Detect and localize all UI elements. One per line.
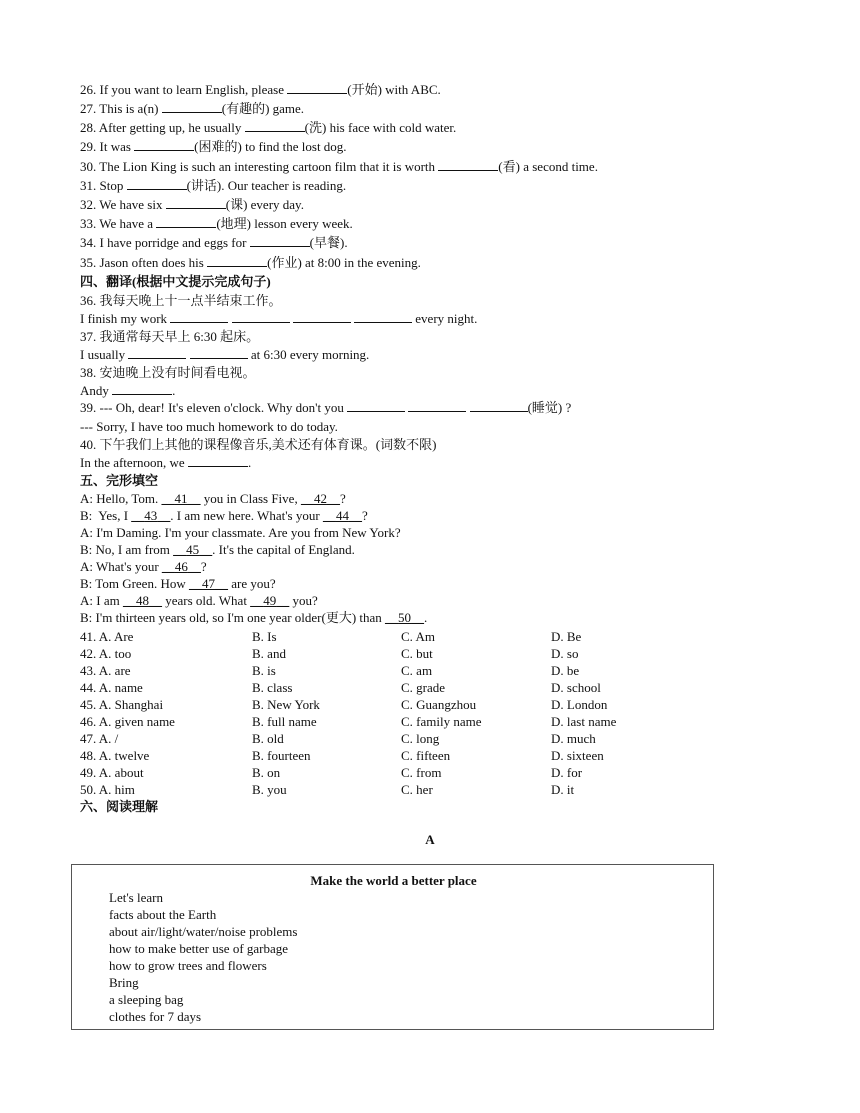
option-44-d: D. school	[551, 680, 601, 695]
dialog-line-4: B: No, I am from __45__. It's the capital of England.	[80, 542, 355, 557]
dialog-line-2: B: Yes, I __43__. I am new here. What's your __44__?	[80, 508, 368, 523]
passage-box-line: a sleeping bag	[109, 992, 184, 1007]
passage-box-line: Bring	[109, 975, 139, 990]
question-37-answer: I usually at 6:30 every morning.	[80, 347, 370, 362]
passage-box-line: how to grow trees and flowers	[109, 958, 267, 973]
dialog-line-3: A: I'm Daming. I'm your classmate. Are you from New York?	[80, 525, 401, 540]
question-26: 26. If you want to learn English, please (开始) with ABC.	[80, 82, 441, 97]
option-43-b: B. is	[252, 663, 276, 678]
question-36-chinese: 36. 我每天晚上十一点半结束工作。	[80, 293, 282, 308]
option-42-d: D. so	[551, 646, 579, 661]
passage-box-line: how to make better use of garbage	[109, 941, 289, 956]
question-37-chinese: 37. 我通常每天早上 6:30 起床。	[80, 329, 260, 344]
passage-box	[71, 864, 714, 1030]
question-35: 35. Jason often does his (作业) at 8:00 in the evening.	[80, 255, 421, 270]
passage-box-line: facts about the Earth	[109, 907, 217, 922]
dialog-line-1: A: Hello, Tom. __41__ you in Class Five, __42__?	[80, 491, 346, 506]
question-38-chinese: 38. 安迪晚上没有时间看电视。	[80, 365, 256, 380]
option-50-d: D. it	[551, 782, 575, 797]
question-39-reply: --- Sorry, I have too much homework to do today.	[80, 419, 338, 434]
option-45-c: C. Guangzhou	[401, 697, 477, 712]
option-43-a: 43. A. are	[80, 663, 131, 678]
dialog-line-8: B: I'm thirteen years old, so I'm one year older(更大) than __50__.	[80, 610, 428, 625]
question-30: 30. The Lion King is such an interesting cartoon film that it is worth (看) a second time.	[80, 159, 598, 174]
question-33: 33. We have a (地理) lesson every week.	[80, 216, 353, 231]
option-43-d: D. be	[551, 663, 580, 678]
passage-box-line: about air/light/water/noise problems	[109, 924, 298, 939]
option-43-c: C. am	[401, 663, 433, 678]
passage-label: A	[425, 832, 435, 847]
option-50-a: 50. A. him	[80, 782, 135, 797]
option-45-a: 45. A. Shanghai	[80, 697, 164, 712]
option-47-b: B. old	[252, 731, 284, 746]
option-44-c: C. grade	[401, 680, 446, 695]
question-36-answer: I finish my work every night.	[80, 311, 478, 326]
option-41-b: B. Is	[252, 629, 277, 644]
question-39: 39. --- Oh, dear! It's eleven o'clock. Why don't you (睡觉) ?	[80, 400, 572, 415]
dialog-line-6: B: Tom Green. How __47__ are you?	[80, 576, 276, 591]
option-47-a: 47. A. /	[80, 731, 119, 746]
option-45-b: B. New York	[252, 697, 320, 712]
option-41-d: D. Be	[551, 629, 582, 644]
option-46-d: D. last name	[551, 714, 617, 729]
option-46-c: C. family name	[401, 714, 482, 729]
passage-box-title: Make the world a better place	[310, 873, 477, 888]
option-49-a: 49. A. about	[80, 765, 144, 780]
option-49-d: D. for	[551, 765, 583, 780]
question-27: 27. This is a(n) (有趣的) game.	[80, 101, 305, 116]
option-48-c: C. fifteen	[401, 748, 451, 763]
option-44-a: 44. A. name	[80, 680, 143, 695]
passage-box-line: clothes for 7 days	[109, 1009, 202, 1024]
option-48-d: D. sixteen	[551, 748, 604, 763]
option-50-c: C. her	[401, 782, 433, 797]
option-49-c: C. from	[401, 765, 442, 780]
section-5-title: 五、完形填空	[80, 473, 159, 488]
option-42-a: 42. A. too	[80, 646, 132, 661]
passage-box-line: Let's learn	[109, 890, 163, 905]
option-47-c: C. long	[401, 731, 440, 746]
option-42-c: C. but	[401, 646, 433, 661]
option-46-a: 46. A. given name	[80, 714, 175, 729]
option-48-b: B. fourteen	[252, 748, 311, 763]
section-4-title: 四、翻译(根据中文提示完成句子)	[80, 274, 271, 289]
question-40-chinese: 40. 下午我们上其他的课程像音乐,美术还有体育课。(词数不限)	[80, 437, 437, 452]
option-45-d: D. London	[551, 697, 608, 712]
question-29: 29. It was (困难的) to find the lost dog.	[80, 139, 347, 154]
option-48-a: 48. A. twelve	[80, 748, 150, 763]
dialog-line-7: A: I am __48__ years old. What __49__ you?	[80, 593, 318, 608]
question-38-answer: Andy .	[80, 383, 176, 398]
option-46-b: B. full name	[252, 714, 317, 729]
option-50-b: B. you	[252, 782, 287, 797]
option-49-b: B. on	[252, 765, 281, 780]
dialog-line-5: A: What's your __46__?	[80, 559, 207, 574]
option-44-b: B. class	[252, 680, 293, 695]
question-31: 31. Stop (讲话). Our teacher is reading.	[80, 178, 347, 193]
question-32: 32. We have six (课) every day.	[80, 197, 304, 212]
section-6-title: 六、阅读理解	[80, 799, 159, 814]
option-41-c: C. Am	[401, 629, 435, 644]
question-28: 28. After getting up, he usually (洗) his face with cold water.	[80, 120, 457, 135]
option-47-d: D. much	[551, 731, 596, 746]
option-42-b: B. and	[252, 646, 286, 661]
question-40-answer: In the afternoon, we .	[80, 455, 252, 470]
question-34: 34. I have porridge and eggs for (早餐).	[80, 235, 348, 250]
option-41-a: 41. A. Are	[80, 629, 134, 644]
